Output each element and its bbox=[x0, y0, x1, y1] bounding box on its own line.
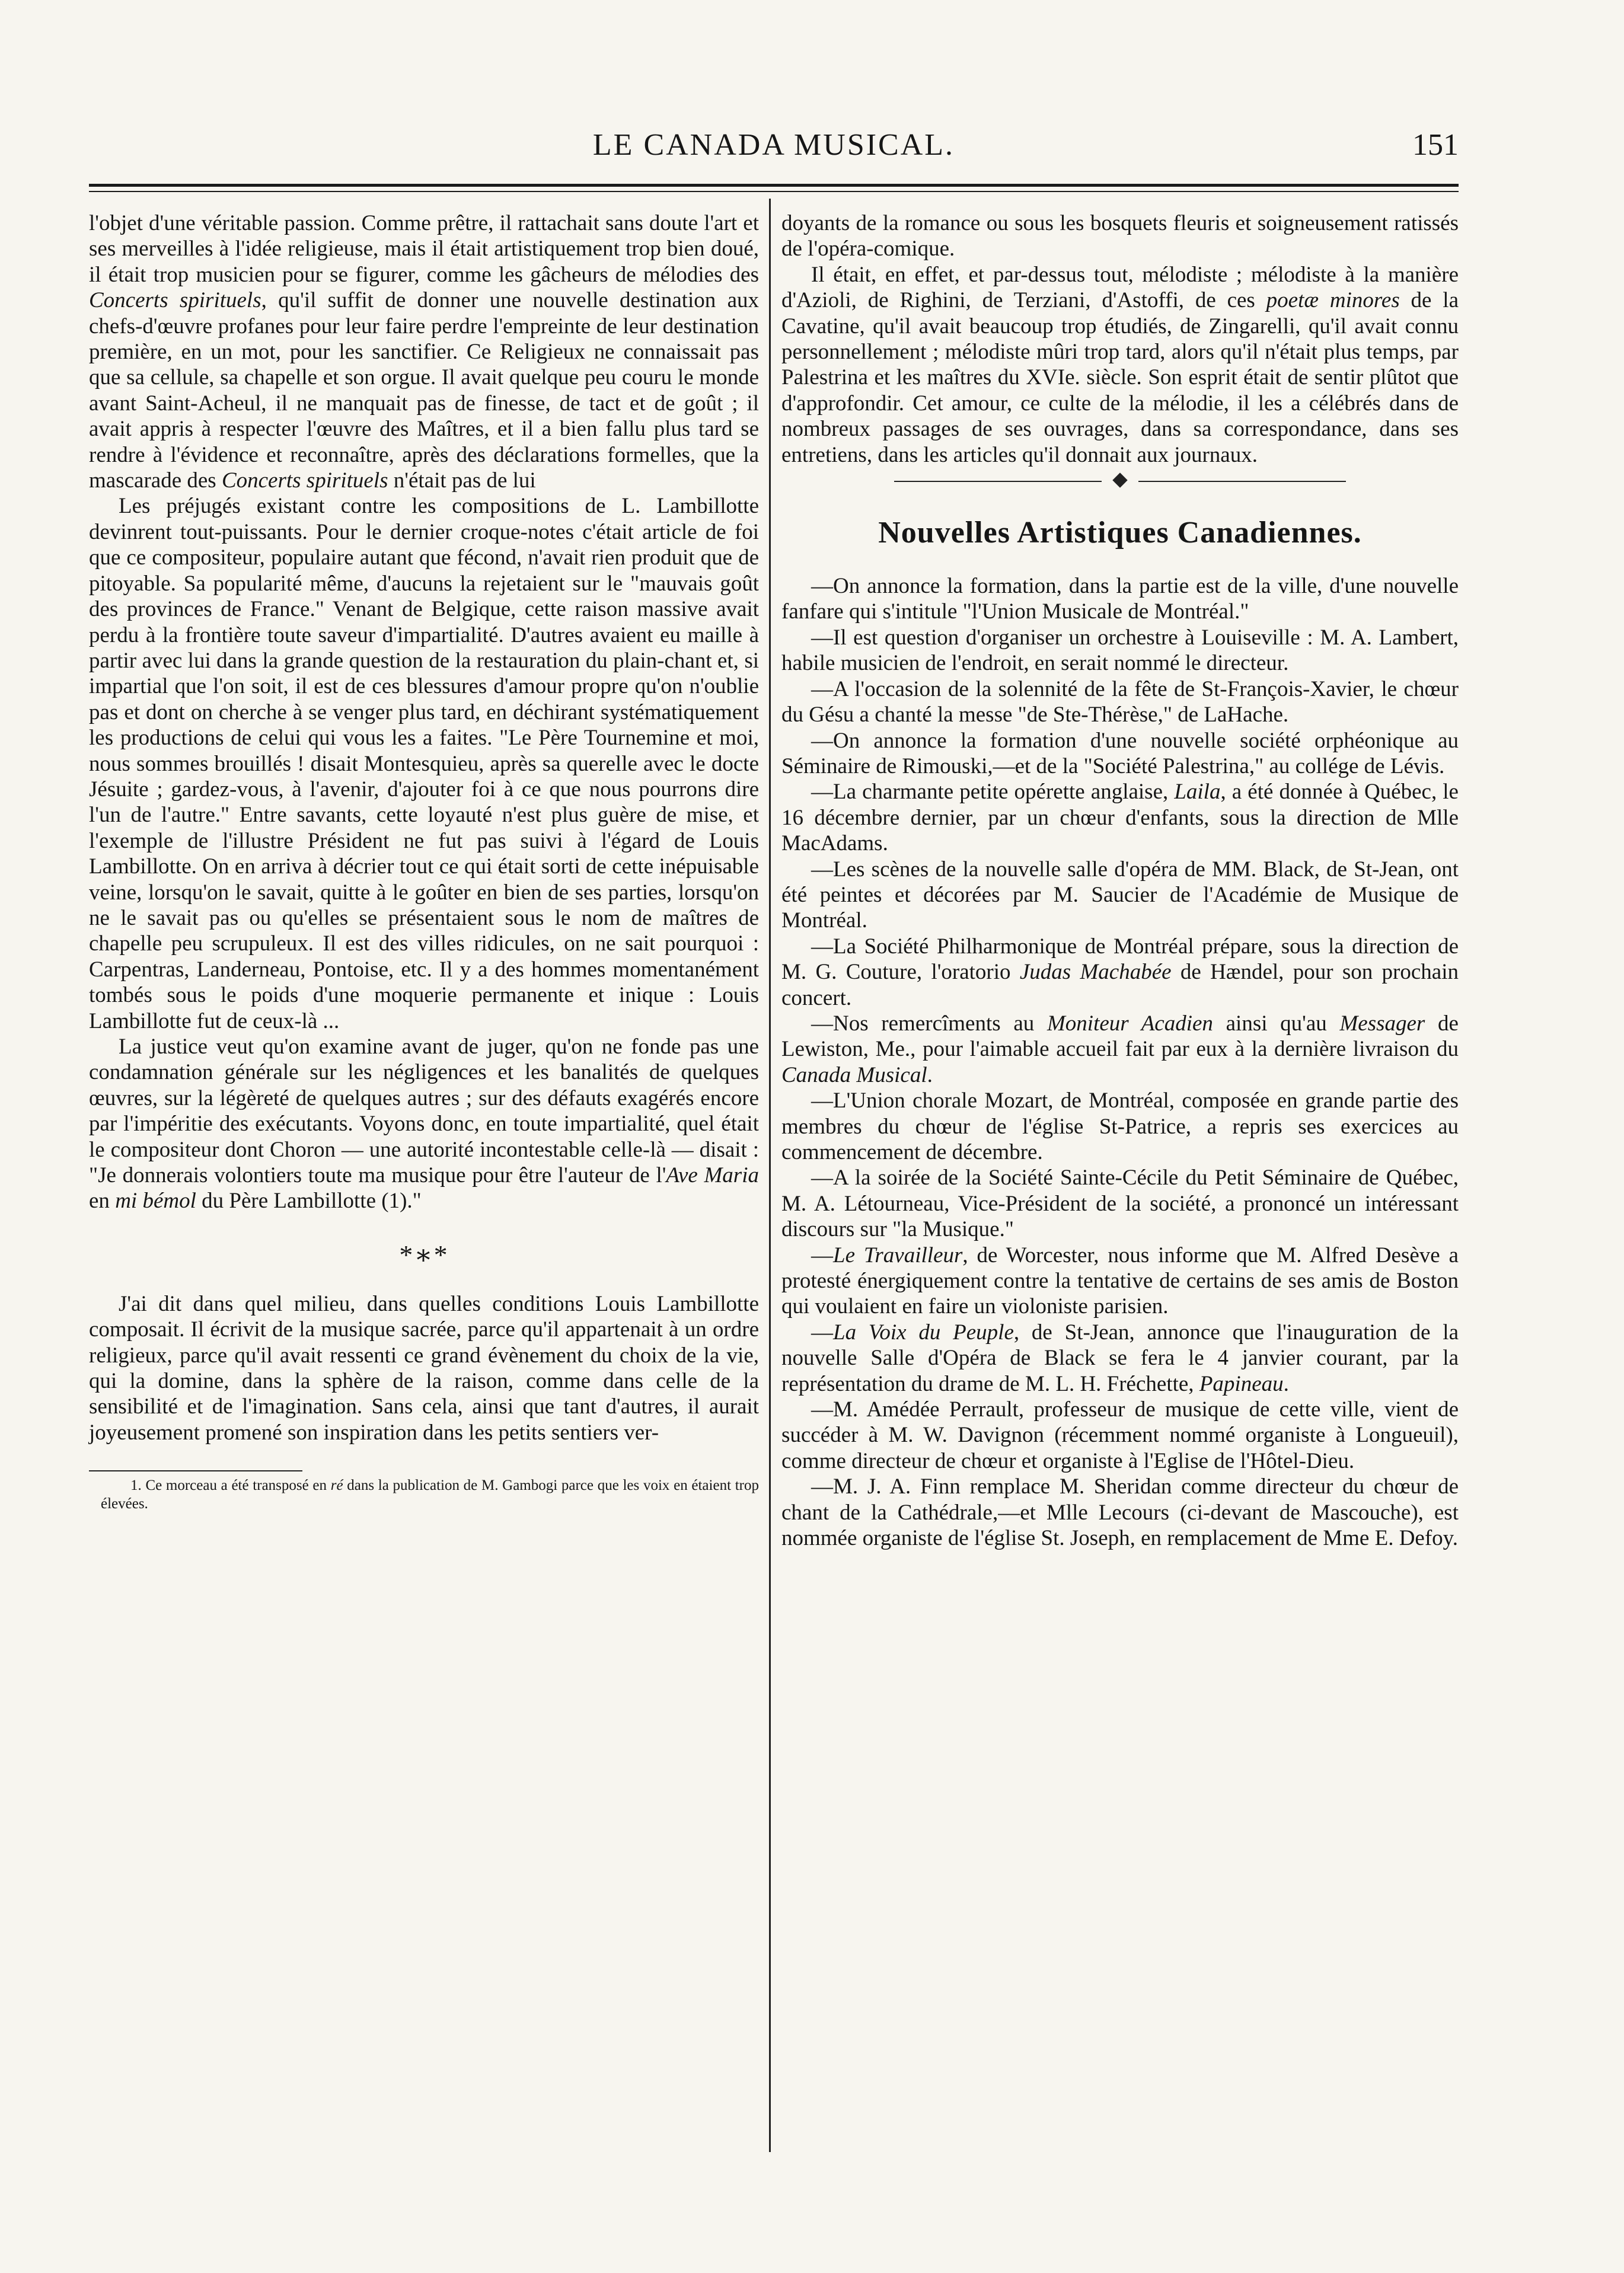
article-paragraph: Il était, en effet, et par-dessus tout, mélodiste ; mélodiste à la manière d'Azioli, de Righini, de Terziani, d'Astoffi, de ces poetæ minores de la Cavatine, qu'il avait beaucoup trop étudiés, de Zingarelli, qu'il avait connu personnellement ; mélodiste mûri trop tard, alors qu'il n'était plus temps, par Palestrina et les maîtres du XVIe. siècle. Son esprit était de sentir plûtot que d'approfondir. Cet amour, ce culte de la mélodie, il les a célébrés dans de nombreux passages de ses ouvrages, dans sa correspondance, dans ses entretiens, dans les articles qu'il donnait aux journaux. bbox=[781, 262, 1459, 467]
news-list bbox=[781, 573, 1459, 1551]
header-rule bbox=[89, 184, 1459, 187]
news-item: —M. Amédée Perrault, professeur de musique de cette ville, vient de succéder à M. W. Davignon (récemment nommé organiste à Longueuil), comme directeur de chœur et organiste à l'Eglise de l'Hôtel-Dieu. bbox=[781, 1397, 1459, 1473]
article-paragraph: doyants de la romance ou sous les bosquets fleuris et soigneusement ratissés de l'opéra-comique. bbox=[781, 211, 1459, 261]
article-paragraph: La justice veut qu'on examine avant de juger, qu'on ne fonde pas une condamnation générale sur les négligences et les banalités de quelques œuvres, sur la légèreté de quelques autres ; sur des défauts exagérés encore par l'impéritie des exécutants. Voyons donc, en toute impartialité, quel était le compositeur dont Choron — une autorité incontestable celle-là — disait : "Je donnerais volontiers toute ma musique pour être l'auteur de l'Ave Maria en mi bémol du Père Lambillotte (1)." bbox=[89, 1035, 759, 1214]
news-item: —Nos remercîments au Moniteur Acadien ainsi qu'au Messager de Lewiston, Me., pour l'aimable accueil fait par eux à la dernière livraison du Canada Musical. bbox=[781, 1011, 1459, 1087]
article-paragraph: J'ai dit dans quel milieu, dans quelles conditions Louis Lambillotte composait. Il écrivit de la musique sacrée, parce qu'il appartenait à un ordre religieux, parce qu'il avait ressenti ce grand évènement du choix de la vie, qui la domine, dans la sphère de la raison, comme dans celle de la sensibilité et de l'imagination. Sans cela, ainsi que tant d'autres, il aurait joyeusement promené son inspiration dans les petits sentiers ver- bbox=[89, 1291, 759, 1445]
news-item: —La Voix du Peuple, de St-Jean, annonce que l'inauguration de la nouvelle Salle d'Opéra de Black se fera le 4 janvier courant, par la représentation du drame de M. L. H. Fréchette, Papineau. bbox=[781, 1320, 1459, 1396]
section-heading: Nouvelles Artistiques Canadiennes. bbox=[878, 516, 1362, 550]
news-item: —On annonce la formation d'une nouvelle société orphéonique au Séminaire de Rimouski,—et de la "Société Palestrina," au collége de Lévis. bbox=[781, 728, 1459, 778]
news-item: —La Société Philharmonique de Montréal prépare, sous la direction de M. G. Couture, l'oratorio Judas Machabée de Hændel, pour son prochain concert. bbox=[781, 934, 1459, 1010]
news-item: —La charmante petite opérette anglaise, Laila, a été donnée à Québec, le 16 décembre dernier, par un chœur d'enfants, sous la direction de Mlle MacAdams. bbox=[781, 780, 1459, 856]
page-header bbox=[89, 124, 1459, 166]
news-item: —A la soirée de la Société Sainte-Cécile du Petit Séminaire de Québec, M. A. Létourneau, Vice-Président de la société, a prononcé un intéressant discours sur "la Musique." bbox=[781, 1166, 1459, 1242]
header-rule-thin bbox=[89, 191, 1459, 192]
right-column bbox=[781, 210, 1459, 1551]
news-item: —Les scènes de la nouvelle salle d'opéra de MM. Black, de St-Jean, ont été peintes et décorées par M. Saucier de l'Académie de Musique de Montréal. bbox=[781, 857, 1459, 933]
news-item: —On annonce la formation, dans la partie est de la ville, d'une nouvelle fanfare qui s'intitule "l'Union Musicale de Montréal." bbox=[781, 574, 1459, 624]
article-paragraph: l'objet d'une véritable passion. Comme prêtre, il rattachait sans doute l'art et ses merveilles à l'idée religieuse, mais il était artistiquement trop bien doué, il était trop musicien pour se figurer, comme les gâcheurs de mélodies des Concerts spirituels, qu'il suffit de donner une nouvelle destination aux chefs-d'œuvre profanes pour leur faire perdre l'empreinte de leur destination première, en un mot, pour les sanctifier. Ce Religieux ne connaissait pas que sa cellule, sa chapelle et son orgue. Il avait quelque peu couru le monde avant Saint-Acheul, il ne manquait pas de finesse, de tact et de goût ; il avait appris à respecter l'œuvre des Maîtres, et il a bien fallu plus tard se rendre à l'évidence et reconnaître, après des déclarations formelles, que la mascarade des Concerts spirituels n'était pas de lui bbox=[89, 211, 760, 493]
news-item: —A l'occasion de la solennité de la fête de St-François-Xavier, le chœur du Gésu a chanté la messe "de Ste-Thérèse," de LaHache. bbox=[781, 676, 1459, 727]
section-separator: *∗* bbox=[399, 1239, 449, 1270]
footnote-rule bbox=[89, 1470, 302, 1471]
news-item: —Le Travailleur, de Worcester, nous informe que M. Alfred Desève a protesté énergiquement contre la tentative de certains de ses amis de Boston qui voulaient en faire un violoniste parisien. bbox=[781, 1243, 1459, 1319]
news-item: —L'Union chorale Mozart, de Montréal, composée en grande partie des membres du chœur de l'église St-Patrice, a repris ses exercices au commencement de décembre. bbox=[781, 1088, 1459, 1164]
column-divider bbox=[769, 199, 771, 2152]
footnote: 1. Ce morceau a été transposé en ré dans la publication de M. Gambogi parce que les voix en étaient trop élevées. bbox=[101, 1477, 759, 1512]
section-ornament bbox=[781, 473, 1459, 490]
left-column bbox=[89, 210, 759, 1513]
news-item: —Il est question d'organiser un orchestre à Louiseville : M. A. Lambert, habile musicien de l'endroit, en serait nommé le directeur. bbox=[781, 625, 1459, 676]
page-number: 151 bbox=[1412, 128, 1459, 162]
article-paragraph: Les préjugés existant contre les compositions de L. Lambillotte devinrent tout-puissants. Pour le dernier croque-notes c'était article de foi que ce compositeur, populaire autant que fécond, n'avait rien produit que de pitoyable. Sa popularité même, d'aucuns la rejetaient sur le "mauvais goût des provinces de France." Venant de Belgique, cette raison massive avait perdu à la frontière toute saveur d'impartialité. D'autres avaient eu maille à partir avec lui dans la grande question de la restauration du plain-chant et, si impartial que l'on soit, il est de ces blessures d'amour propre qu'on n'oublie pas et dont on cherche à se venger plus tard, en déchirant systématiquement les productions de celui qui vous les a faites. "Le Père Tournemine et moi, nous sommes brouillés ! disait Montesquieu, après sa querelle avec le docte Jésuite ; gardez-vous, à l'avenir, d'ajouter foi à ce que nous pourrons dire l'un de l'autre." Entre savants, cette loyauté n'est plus guère de mise, et l'exemple de l'illustre Président ne fut pas suivi à l'égard de Louis Lambillotte. On en arriva à décrier tout ce qui était sorti de cette inépuisable veine, lorsqu'on le savait, quitte à le goûter en bien de ses parties, lorsqu'on ne le savait pas ou qu'elles se présentaient sous le nom de maîtres de chapelle peu scrupuleux. Il est des villes ridicules, on ne sait pourquoi : Carpentras, Landerneau, Pontoise, etc. Il y a des hommes momentanément tombés sous le poids d'une moquerie permanente et inique : Louis Lambillotte fut de ceux-là ... bbox=[89, 494, 759, 1033]
journal-title: LE CANADA MUSICAL. bbox=[592, 128, 955, 162]
news-item: —M. J. A. Finn remplace M. Sheridan comme directeur du chœur de chant de la Cathédrale,—et Mlle Lecours (ci-devant de Mascouche), est nommée organiste de l'église St. Joseph, en remplacement de Mme E. Defoy. bbox=[781, 1474, 1459, 1551]
